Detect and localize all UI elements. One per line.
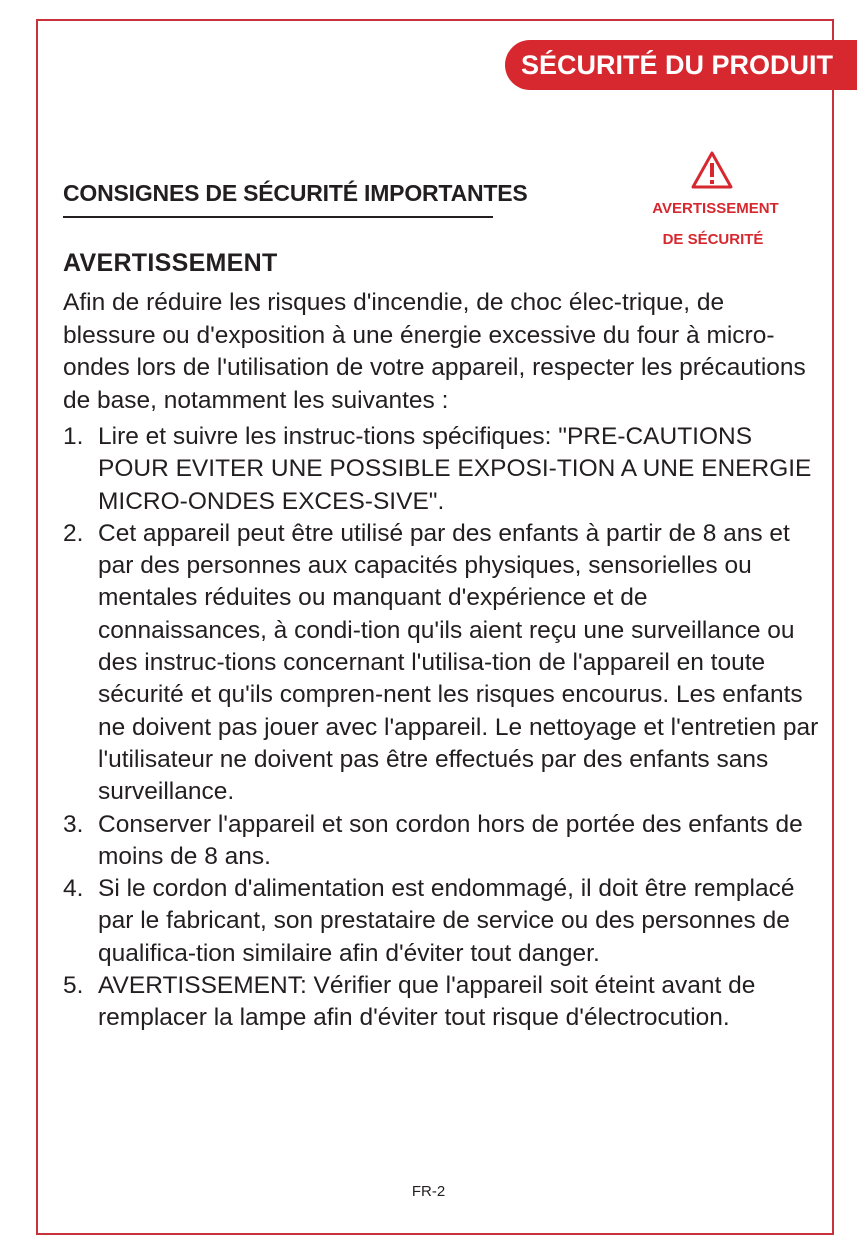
list-item bbox=[63, 518, 823, 809]
safety-badge-line2: DE SÉCURITÉ bbox=[662, 231, 764, 248]
item-text: Cet appareil peut être utilisé par des enfants à partir de 8 ans et par des personnes aux capacités physiques, sensorielles ou mentales réduites ou manquant d'expérience et de connaissances, à condi-tion qu'ils aient reçu une surveillance ou des instruc-tions concernant l'utilisa-tion de l'appareil en toute sécurité et qu'ils compren-nent les risques encourus. Les enfants ne doivent pas jouer avec l'appareil. Le nettoyage et l'entretien par l'utilisateur ne doivent pas être effectués par des enfants sans surveillance. bbox=[98, 519, 819, 806]
warning-heading: AVERTISSEMENT bbox=[63, 249, 278, 277]
safety-instructions-list bbox=[63, 421, 823, 1035]
list-item bbox=[63, 873, 823, 970]
section-tab: SÉCURITÉ DU PRODUIT bbox=[505, 40, 857, 90]
page-title: CONSIGNES DE SÉCURITÉ IMPORTANTES bbox=[63, 180, 528, 206]
item-text: Conserver l'appareil et son cordon hors de portée des enfants de moins de 8 ans. bbox=[98, 810, 803, 870]
item-text: Si le cordon d'alimentation est endommagé, il doit être remplacé par le fabricant, son prestataire de service ou des personnes de qualifica-tion similaire afin d'éviter tout danger. bbox=[98, 875, 795, 967]
item-number: 5. bbox=[63, 972, 84, 1000]
item-number: 3. bbox=[63, 810, 84, 838]
list-item bbox=[63, 970, 823, 1035]
warning-intro: Afin de réduire les risques d'incendie, de choc élec-trique, de blessure ou d'exposition à une énergie excessive du four à micro-ondes lors de l'utilisation de votre appareil, respecter les précautions de base, notamment les suivantes : bbox=[63, 289, 806, 414]
item-number: 2. bbox=[63, 519, 84, 547]
item-number: 4. bbox=[63, 875, 84, 903]
item-number: 1. bbox=[63, 423, 84, 450]
list-item bbox=[63, 421, 823, 518]
list-item bbox=[63, 809, 823, 874]
item-text: Lire et suivre les instruc-tions spécifiques: "PRE-CAUTIONS POUR EVITER UNE POSSIBLE EXPOSI-TION A UNE ENERGIE MICRO-ONDES EXCES-SIVE". bbox=[98, 423, 812, 515]
title-underline bbox=[63, 216, 493, 218]
warning-triangle-icon bbox=[690, 150, 734, 190]
item-text: AVERTISSEMENT: Vérifier que l'appareil soit éteint avant de remplacer la lampe afin d'éviter tout risque d'électrocution. bbox=[98, 972, 756, 1032]
safety-badge-line1: AVERTISSEMENT bbox=[652, 200, 779, 217]
page-number: FR-2 bbox=[411, 1183, 446, 1200]
